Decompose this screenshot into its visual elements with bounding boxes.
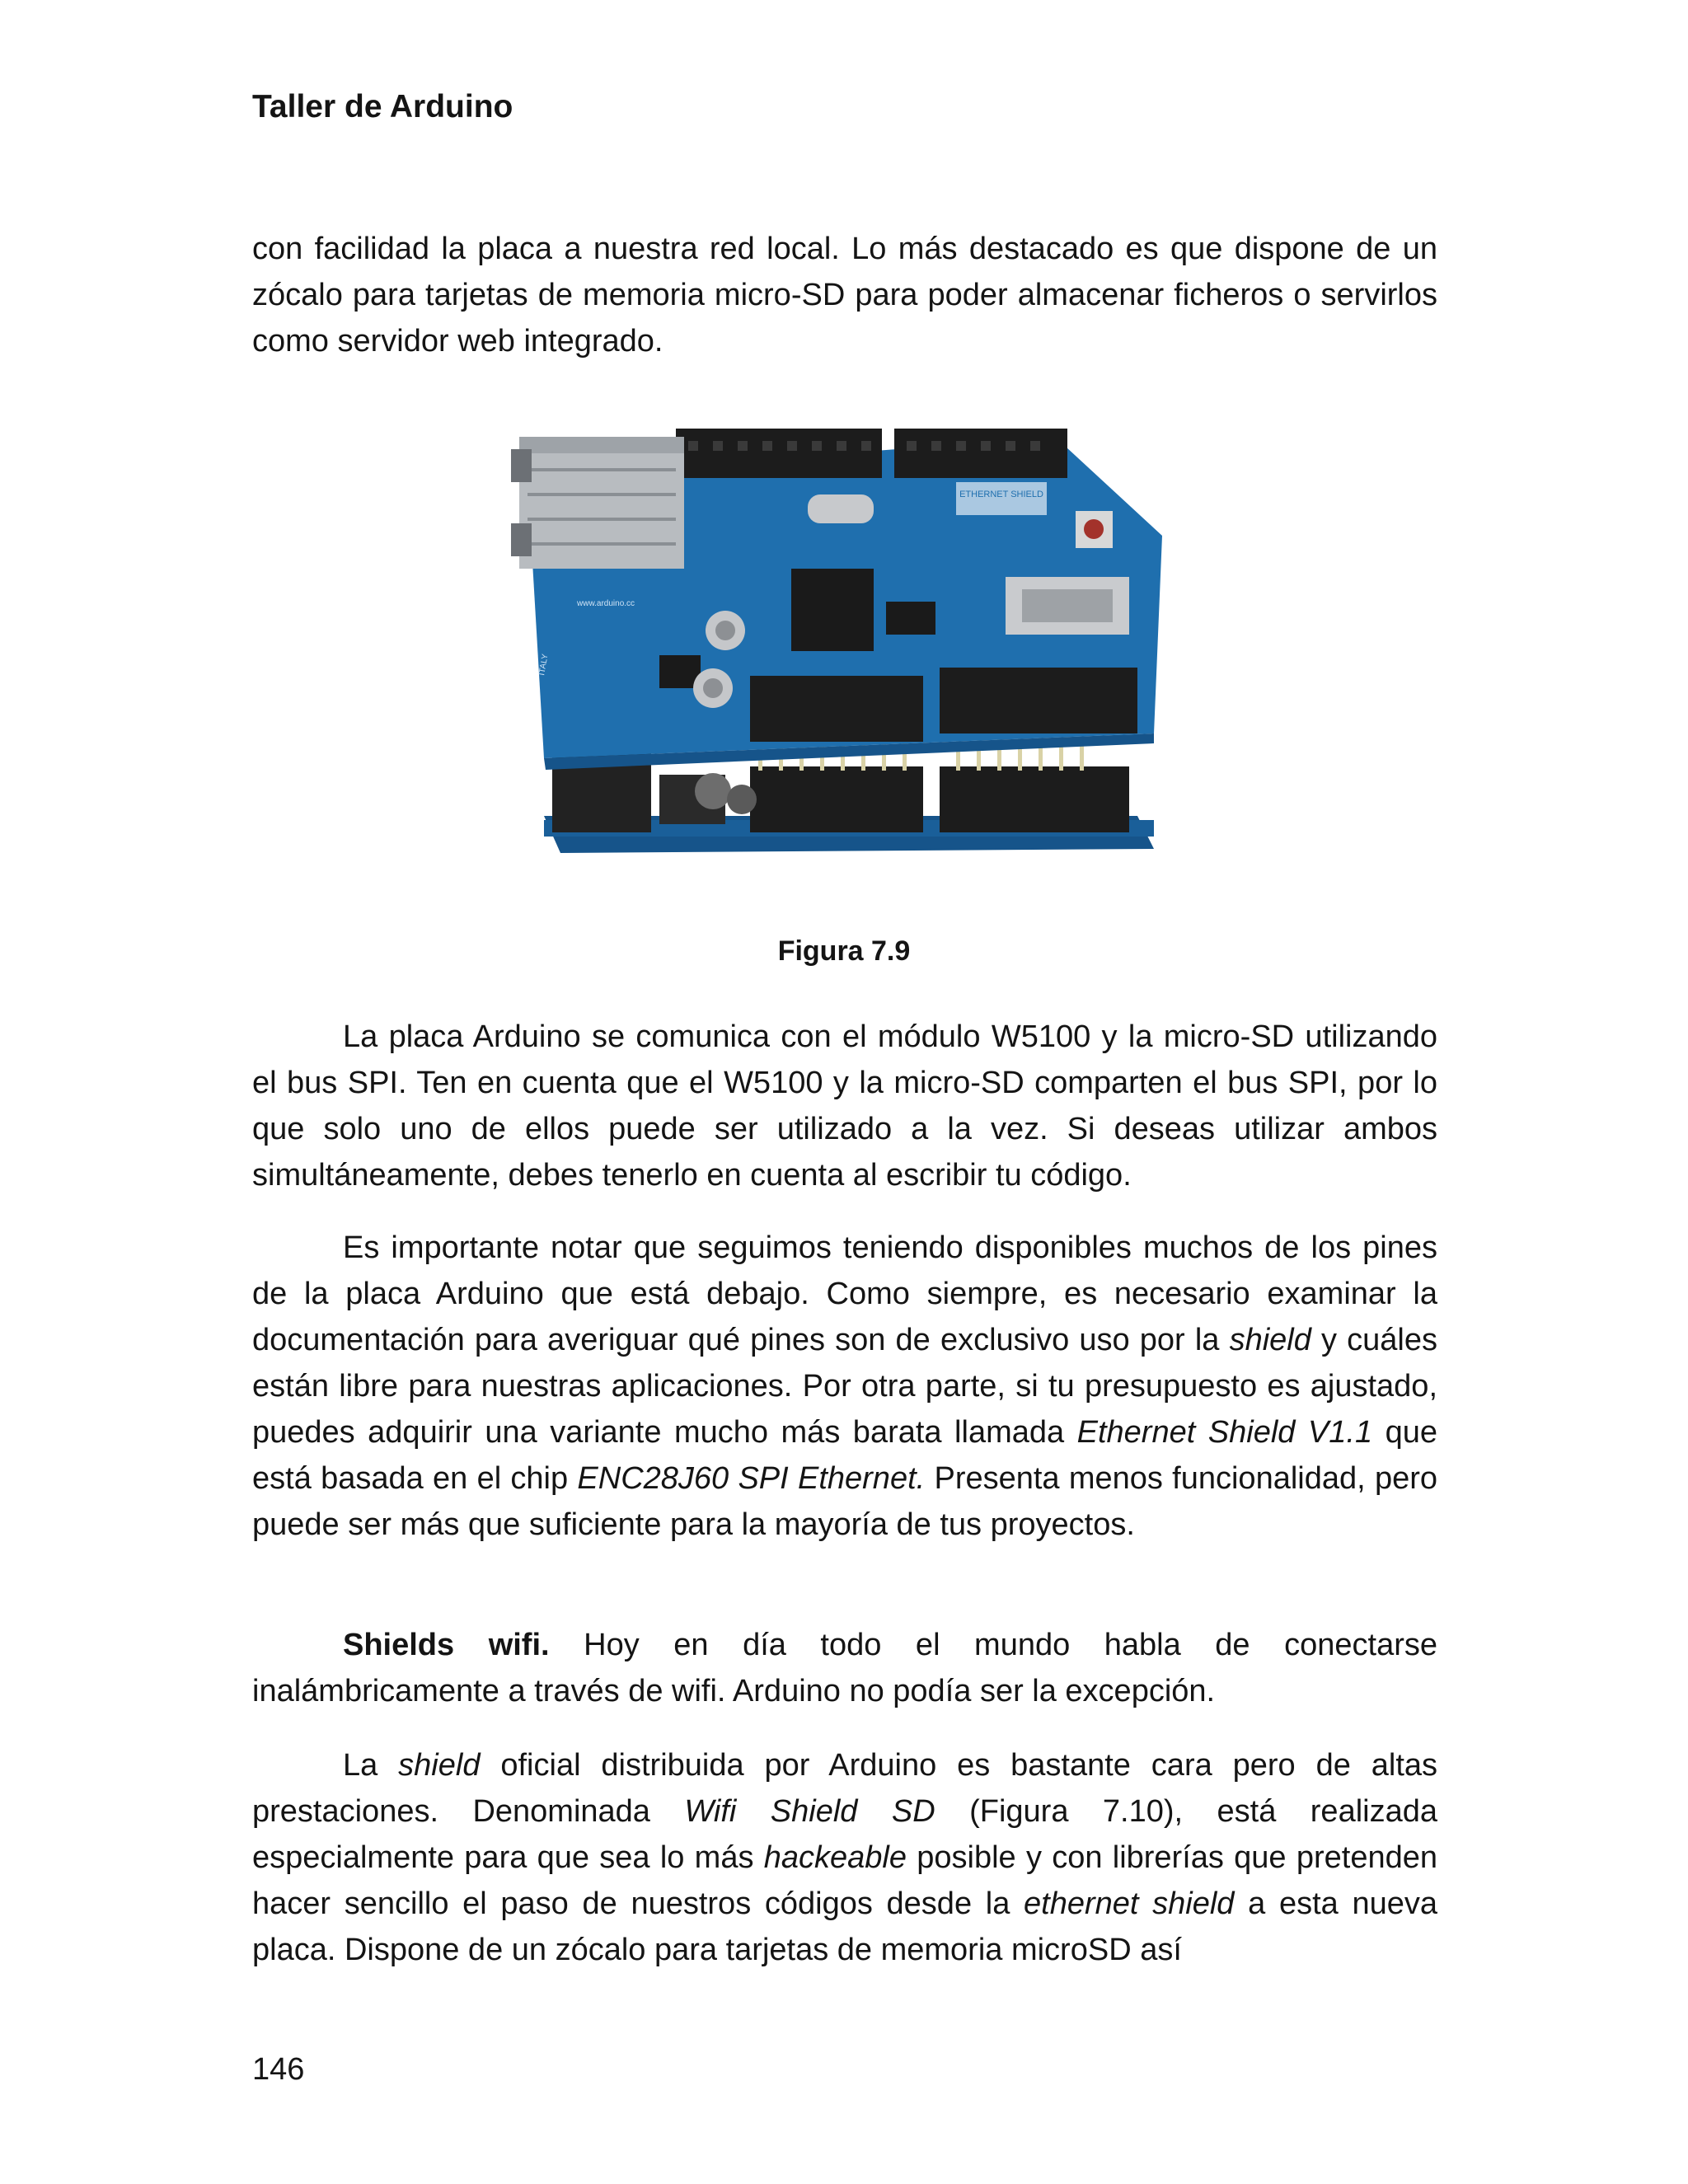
top-header-right [894, 429, 1067, 478]
header-holes [688, 441, 1040, 451]
small-chip [886, 602, 935, 635]
paragraph-4: Shields wifi. Hoy en día todo el mundo habla de conectarse inalámbricamente a través de wifi. Arduino no podía ser la excepción. [252, 1628, 1437, 1708]
board-url-text: www.arduino.cc [577, 599, 635, 608]
lower-header-left [750, 766, 923, 832]
arduino-ethernet-shield-photo [511, 404, 1187, 898]
board-made-in-text: ITALY [537, 653, 551, 677]
lower-header-right [940, 766, 1129, 832]
page-number: 146 [252, 2052, 305, 2087]
rj45-connector [519, 437, 684, 569]
crystal-oscillator [808, 494, 874, 523]
paragraph-5: La shield oficial distribuida por Arduino es bastante cara pero de altas prestaciones. Denominada Wifi Shield SD (Figura 7.10), está realizada especialmente para que sea lo más hackeable posible y con librerías que pretenden hacer sencillo el paso de nuestros códigos desde la ethernet shield a esta nueva placa. Dispone de un zócalo para tarjetas de memoria microSD así [252, 1748, 1438, 1967]
reset-button-cap [1084, 519, 1104, 539]
paragraph-2: La placa Arduino se comunica con el módulo W5100 y la micro-SD utilizando el bus SPI. Ten en cuenta que el W5100 y la micro-SD comparten el bus SPI, por lo que solo uno de ellos puede ser utilizado a la vez. Si deseas utilizar ambos simultáneamente, debes tenerlo en cuenta al escribir tu código. [252, 1019, 1437, 1193]
figure-caption: Figura 7.9 [777, 935, 911, 967]
shield-header-left [750, 676, 923, 742]
capacitor [695, 773, 731, 809]
paragraph-1: con facilidad la placa a nuestra red local. Lo más destacado es que dispone de un zócalo para tarjetas de memoria micro-SD para poder almacenar ficheros o servirlos como servidor web integrado. [252, 232, 1437, 359]
shield-header-right [940, 668, 1137, 733]
top-header-left [676, 429, 882, 478]
running-header: Taller de Arduino [252, 89, 513, 124]
paragraph-3: Es importante notar que seguimos teniendo disponibles muchos de los pines de la placa Arduino que está debajo. Como siempre, es necesario examinar la documentación para averiguar qué pines son de exclusivo uso por la shield y cuáles están libre para nuestras aplicaciones. Por otra parte, si tu presupuesto es ajustado, puedes adquirir una variante mucho más barata llamada Ethernet Shield V1.1 que está basada en el chip ENC28J60 SPI Ethernet. Presenta menos funcionalidad, pero puede ser más que suficiente para la mayoría de tus proyectos. [252, 1230, 1438, 1542]
w5100-chip [791, 569, 874, 651]
shield-label-text: ETHERNET SHIELD [959, 490, 1043, 499]
capacitor [727, 785, 757, 814]
